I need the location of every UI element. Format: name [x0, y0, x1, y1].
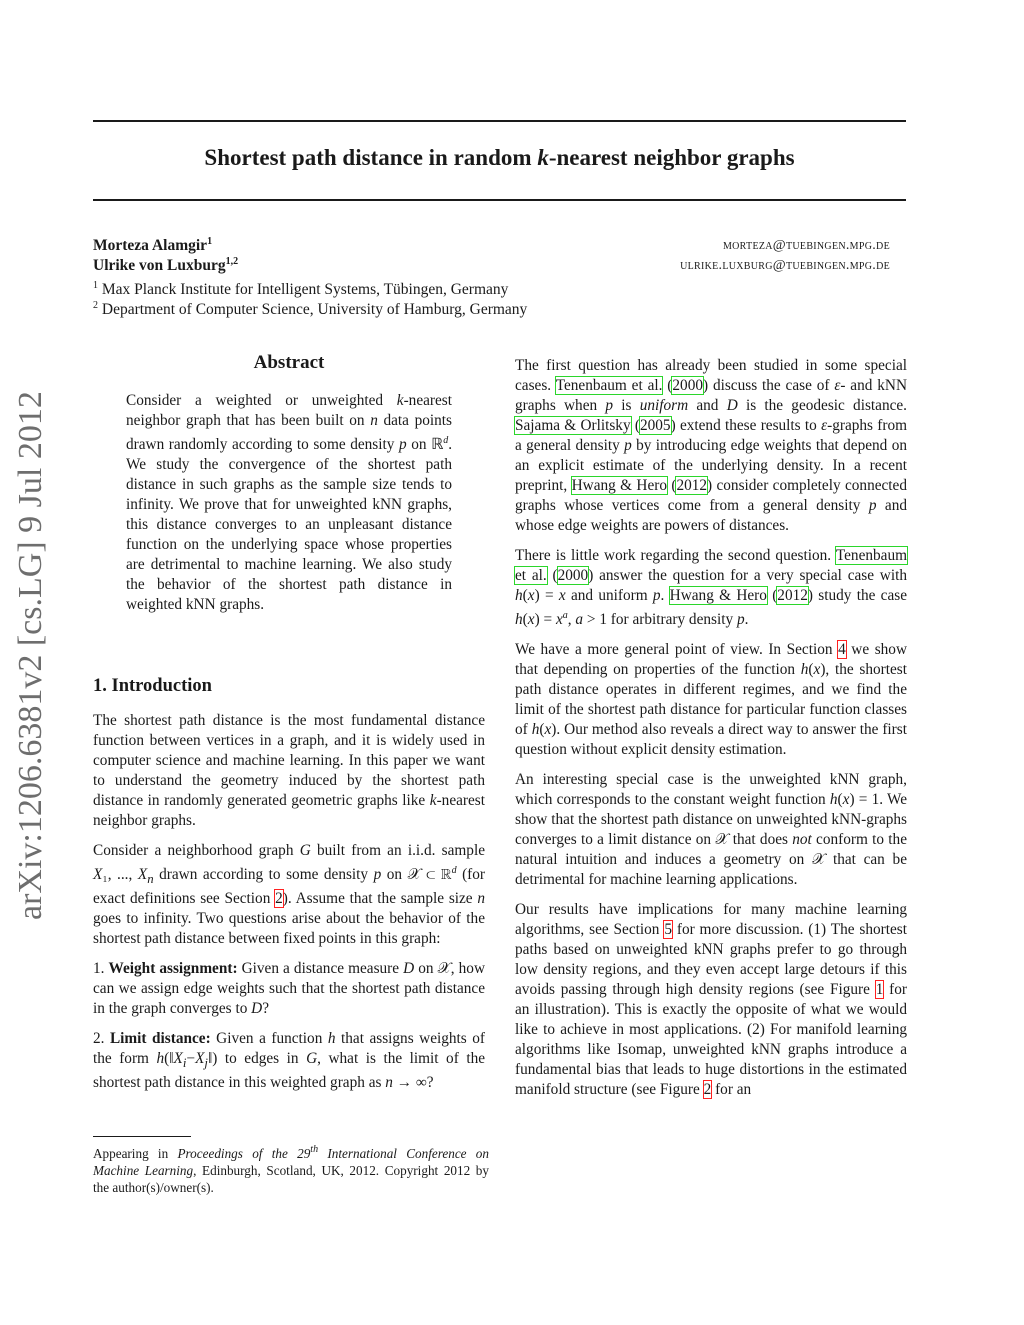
paper-title: Shortest path distance in random k-nearest neighbor graphs — [204, 145, 795, 170]
author-email-2[interactable]: ulrike.luxburg@tuebingen.mpg.de — [680, 258, 890, 273]
section-5-link[interactable]: 5 — [664, 921, 672, 938]
citation-sajama[interactable]: Sajama & Orlitsky — [515, 417, 631, 434]
right-paragraph-4: An interesting special case is the unweighted kNN graph, which corresponds to the constant weight function h(x) = 1. We show that the shortest path distance on unweighted kNN-graphs converges to a limit distance on 𝒳 that does not conform to the natural intuition and induces a geometry on 𝒳 that can be detrimental for machine learning applications. — [515, 771, 907, 888]
title-rule-bottom — [93, 199, 906, 201]
abstract-body: Consider a weighted or unweighted k-nearest neighbor graph that has been built on n data points drawn randomly according to some density p on ℝ$^d$. We study the convergence of the shortest path distance in such graphs as the sample size tends to infinity. We prove that for unweighted kNN graphs, this distance converges to an unpleasant distance function on the underlying space whose properties are detrimental to machine learning. We also study the behavior of the shortest path distance in weighted kNN graphs. — [126, 392, 453, 613]
citation-tenenbaum-year[interactable]: 2000 — [672, 377, 703, 394]
citation-tenenbaum-2[interactable]: Tenenbaum et al. — [515, 547, 907, 584]
abstract-heading: Abstract — [253, 352, 325, 373]
author-name-1: Morteza Alamgir$^1$ — [93, 236, 213, 254]
right-paragraph-2: There is little work regarding the second question. Tenenbaum et al. (2000) answer the question for a very special case with h(x) = x and uniform p. Hwang & Hero (2012) study the case $h(x) = x^a$, a > 1 for arbitrary density p. — [515, 547, 908, 628]
section-heading-introduction: 1. Introduction — [93, 676, 212, 696]
question-2: 2. Limit distance: Given a function h that assigns weights of the form $h(‖X_i-X_j‖)$ to edges in G, what is the limit of the shortest path distance in this weighted graph as n → ∞? — [93, 1030, 486, 1092]
section-2-link[interactable]: 2 — [275, 890, 283, 908]
citation-hwang[interactable]: Hwang & Hero — [571, 477, 667, 494]
author-email-1[interactable]: morteza@tuebingen.mpg.de — [722, 238, 890, 253]
footnote-rule — [93, 1136, 191, 1137]
citation-hwang-2-year[interactable]: 2012 — [777, 587, 808, 604]
affiliation-1: $^1$ Max Planck Institute for Intelligent Systems, Tübingen, Germany — [93, 280, 509, 298]
title-rule-top — [93, 120, 906, 122]
right-paragraph-5: Our results have implications for many machine learning algorithms, see Section 5 for more discussion. (1) The shortest paths based on unweighted kNN graphs prefer to go through low density regions, and they even accept large detours if this avoids passing through high density regions (see Figure 1 for an illustration). This is exactly the opposite of what we would like to achieve in most applications. (2) For manifold learning algorithms like Isomap, unweighted kNN graphs introduce a fundamental bias that leads to huge distortions in the estimated manifold structure (see Figure 2 for an — [515, 901, 907, 1098]
right-column — [515, 356, 907, 1110]
citation-sajama-year[interactable]: 2005 — [639, 417, 671, 434]
author-name-2: Ulrike von Luxburg$^{1,2}$ — [93, 256, 239, 274]
affiliation-2: $^2$ Department of Computer Science, University of Hamburg, Germany — [93, 300, 528, 318]
citation-hwang-year[interactable]: 2012 — [676, 477, 708, 494]
footnote: Appearing in Proceedings of the 29th International Conference on Machine Learning, Edinburgh, Scotland, UK, 2012. Copyright 2012 by the author(s)/owner(s). — [93, 1144, 489, 1195]
citation-hwang-2[interactable]: Hwang & Hero — [669, 587, 767, 604]
right-paragraph-1: The first question has already been studied in some special cases. Tenenbaum et al. (2000) discuss the case of ε- and kNN graphs when p is uniform and D is the geodesic distance. Sajama & Orlitsky (2005) extend these results to ε-graphs from a general density p by introducing edge weights that depend on an explicit estimate of the underlying density. In a recent preprint, Hwang & Hero (2012) consider completely connected graphs whose vertices come from a general density p and whose edge weights are powers of distances. — [515, 357, 907, 534]
figure-1-link[interactable]: 1 — [875, 981, 884, 998]
right-paragraph-3: We have a more general point of view. In Section 4 we show that depending on properties of the function h(x), the shortest path distance operates in different regimes, and we find the limit of the shortest path distance for particular function classes of h(x). Our method also reveals a direct way to answer the first question without explicit density estimation. — [515, 641, 907, 758]
figure-2-link[interactable]: 2 — [703, 1081, 712, 1098]
question-1: 1. Weight assignment: Given a distance measure D on 𝒳, how can we assign edge weights such that the shortest path distance in the graph converges to D? — [93, 960, 486, 1018]
arxiv-stamp: arXiv:1206.6381v2 [cs.LG] 9 Jul 2012 — [12, 391, 49, 920]
left-column — [93, 711, 485, 1103]
citation-tenenbaum-2-year[interactable]: 2000 — [557, 567, 589, 584]
citation-tenenbaum[interactable]: Tenenbaum et al. — [555, 377, 663, 394]
intro-paragraph-1: The shortest path distance is the most fundamental distance function between vertices in a graph, and it is widely used in computer science and machine learning. In this paper we want to understand the geometry induced by the shortest path distance in randomly generated geometric graphs like k-nearest neighbor graphs. — [93, 712, 485, 829]
intro-paragraph-2: Consider a neighborhood graph G built from an i.i.d. sample X₁, ..., $X_n$ drawn according to some density p on 𝒳 ⊂ ℝ$^d$ (for exact definitions see Section 2). Assume that the sample size n goes to infinity. Two questions arise about the behavior of the shortest path distance between fixed points in this graph: — [93, 842, 486, 948]
section-4-link[interactable]: 4 — [838, 641, 846, 658]
